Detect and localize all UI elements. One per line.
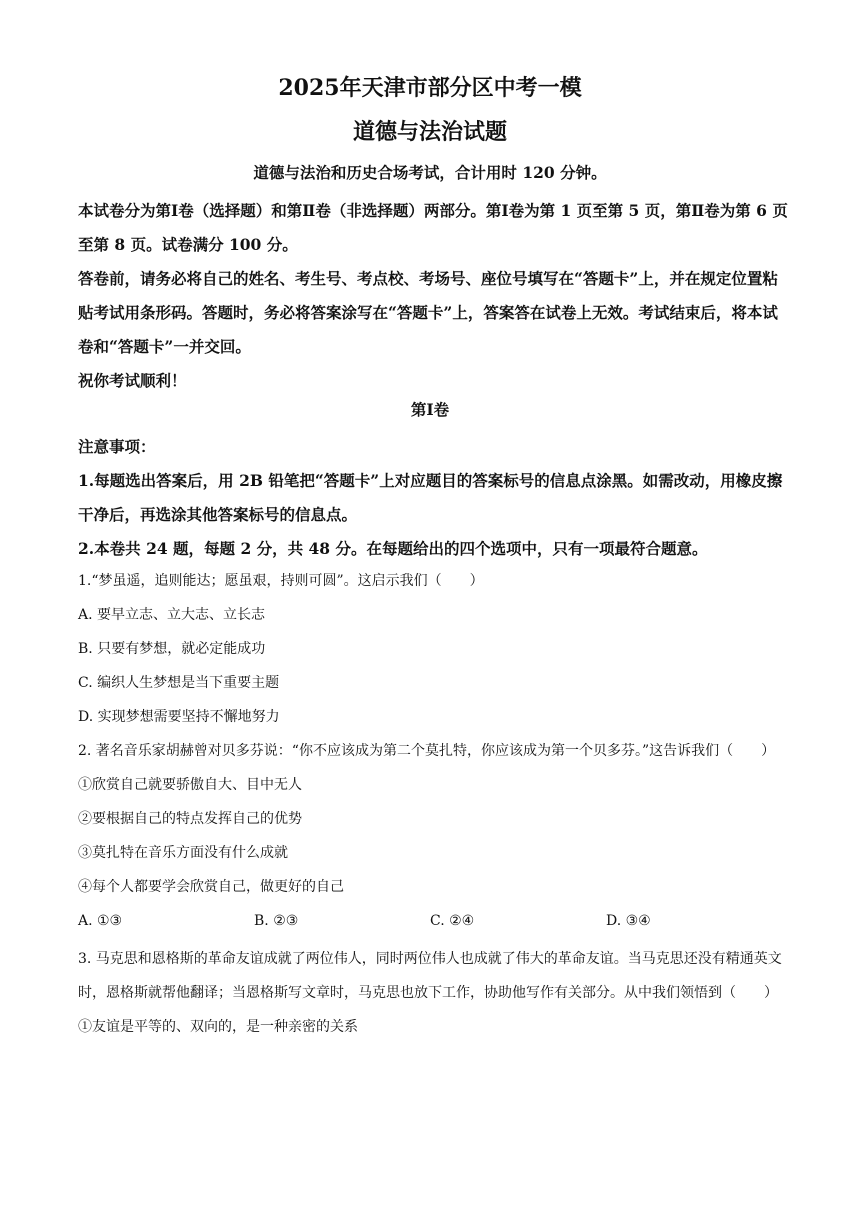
question-2-statement-4: ④每个人都要学会欣赏自己，做更好的自己 [78, 879, 344, 895]
question-1-stem: 1.“梦虽遥，追则能达；愿虽艰，持则可圆”。这启示我们（ ） [78, 573, 484, 589]
question-2-statement-3: ③莫扎特在音乐方面没有什么成就 [78, 845, 288, 861]
question-2-options [78, 904, 790, 938]
question-1-option-b: B. 只要有梦想，就必定能成功 [78, 641, 266, 657]
question-2-statement-2: ②要根据自己的特点发挥自己的优势 [78, 811, 302, 827]
question-1-option-c: C. 编织人生梦想是当下重要主题 [78, 675, 280, 691]
instruction-answer-sheet: 答卷前，请务必将自己的姓名、考生号、考点校、考场号、座位号填写在“答题卡”上，并在规定位置粘贴考试用条形码。答题时，务必将答案涂写在“答题卡”上，答案答在试卷上无效。考试结束后，将本试卷和“答题卡”一并交回。 [78, 269, 778, 356]
question-2-option-c: C. ②④ [430, 913, 475, 929]
question-2-statement-1: ①欣赏自己就要骄傲自大、目中无人 [78, 777, 302, 793]
question-1-option-a: A. 要早立志、立大志、立长志 [78, 607, 266, 623]
subject-title: 道德与法治试题 [352, 119, 507, 145]
question-2-stem: 2. 著名音乐家胡赫曾对贝多芬说：“你不应该成为第二个莫扎特，你应该成为第一个贝多芬。”这告诉我们（ ） [78, 743, 776, 759]
notice-item-1: 1.每题选出答案后，用 2B 铅笔把“答题卡”上对应题目的答案标号的信息点涂黑。如需改动，用橡皮擦干净后，再选涂其他答案标号的信息点。 [78, 471, 783, 524]
exam-duration-note: 道德与法治和历史合场考试，合计用时 120 分钟。 [253, 163, 607, 182]
exam-instructions [78, 194, 788, 398]
instruction-good-luck: 祝你考试顺利！ [78, 371, 187, 390]
notice-heading: 注意事项： [78, 437, 156, 456]
question-3-stem: 3. 马克思和恩格斯的革命友谊成就了两位伟人，同时两位伟人也成就了伟大的革命友谊。当马克思还没有精通英文时，恩格斯就帮他翻译；当恩格斯写文章时，马克思也放下工作，协助他写作有关部分。从中我们领悟到（ ） [78, 951, 782, 1001]
notice-item-2: 2.本卷共 24 题，每题 2 分，共 48 分。在每题给出的四个选项中，只有一项最符合题意。 [78, 539, 708, 558]
notice-block [78, 430, 790, 566]
question-2-option-d: D. ③④ [606, 913, 651, 929]
section-title: 第Ⅰ卷 [410, 400, 450, 419]
question-2-option-b: B. ②③ [254, 913, 299, 929]
question-1-option-d: D. 实现梦想需要坚持不懈地努力 [78, 709, 280, 725]
question-list [78, 564, 790, 1044]
instruction-paper-structure: 本试卷分为第Ⅰ卷（选择题）和第Ⅱ卷（非选择题）两部分。第Ⅰ卷为第 1 页至第 5 页，第Ⅱ卷为第 6 页至第 8 页。试卷满分 100 分。 [78, 201, 788, 254]
question-2-option-a: A. ①③ [78, 913, 123, 929]
exam-title: 2025年天津市部分区中考一模 [278, 75, 582, 101]
question-3-statement-1: ①友谊是平等的、双向的，是一种亲密的关系 [78, 1019, 358, 1035]
